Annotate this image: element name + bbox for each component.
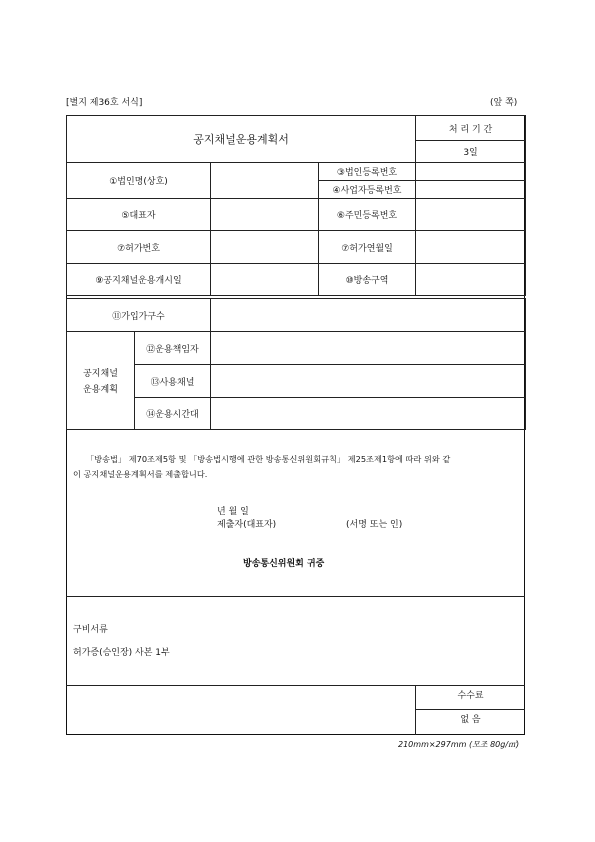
fee-value: 없 음 (460, 715, 481, 725)
resident-no-field[interactable] (416, 199, 526, 231)
license-no-label: ⑦허가번호 (67, 231, 211, 264)
attachments-item: 허가증(승인장) 사본 1부 (73, 648, 170, 658)
biz-reg-no-label: ④사업자등록번호 (319, 181, 416, 199)
license-no-field[interactable] (211, 231, 319, 264)
hours-label: ⑭운용시간대 (135, 398, 211, 430)
broadcast-area-label: ⑩방송구역 (319, 264, 416, 296)
statement-line1: 「방송법」 제70조제5항 및 「방송법시행에 관한 방송통신위원회규칙」 제25조제1항에 따라 위와 같 (86, 454, 451, 464)
submitter-label: 제출자(대표자) (217, 520, 277, 530)
license-date-label: ⑦허가연월일 (319, 231, 416, 264)
fee-label: 수수료 (457, 691, 484, 701)
hours-field[interactable] (211, 398, 526, 430)
divider (66, 685, 525, 686)
channel-label: ⑬사용채널 (135, 365, 211, 398)
subscribers-label: ⑪가입가구수 (67, 299, 211, 332)
corp-name-label: ①법인명(상호) (67, 163, 211, 199)
page-side-label: (앞 쪽) (490, 98, 518, 108)
representative-label: ⑤대표자 (67, 199, 211, 231)
divider (415, 709, 525, 710)
corp-name-field[interactable] (211, 163, 319, 199)
attachments-title: 구비서류 (73, 625, 108, 635)
form-title: 공지채널운용계획서 (67, 116, 416, 163)
manager-label: ⑫운용책임자 (135, 332, 211, 365)
representative-field[interactable] (211, 199, 319, 231)
corp-reg-no-label: ③법인등록번호 (319, 163, 416, 181)
license-date-field[interactable] (416, 231, 526, 264)
subscribers-field[interactable] (211, 299, 526, 332)
broadcast-area-field[interactable] (416, 264, 526, 296)
recipient: 방송통신위원회 귀중 (243, 559, 325, 569)
plan-label-line2: 운용계획 (83, 385, 118, 395)
manager-field[interactable] (211, 332, 526, 365)
start-date-label: ⑨공지채널운용개시일 (67, 264, 211, 296)
channel-field[interactable] (211, 365, 526, 398)
resident-no-label: ⑥주민등록번호 (319, 199, 416, 231)
plan-label (67, 332, 135, 430)
info-table (66, 115, 526, 296)
plan-label-line1: 공지채널 (83, 369, 118, 379)
statement-line2: 이 공지채널운용계획서를 제출합니다. (73, 469, 208, 479)
processing-period-value: 3일 (416, 141, 526, 163)
signature-label: (서명 또는 인) (346, 520, 403, 530)
biz-reg-no-field[interactable] (416, 181, 526, 199)
form-number: [별지 제36호 서식] (66, 98, 143, 108)
processing-period-label: 처 리 기 간 (416, 116, 526, 141)
date-line: 년 월 일 (217, 507, 249, 517)
plan-table (66, 298, 526, 430)
divider (66, 596, 525, 597)
start-date-field[interactable] (211, 264, 319, 296)
paper-spec: 210mm×297mm (모조 80g/㎡) (398, 740, 520, 749)
corp-reg-no-field[interactable] (416, 163, 526, 181)
